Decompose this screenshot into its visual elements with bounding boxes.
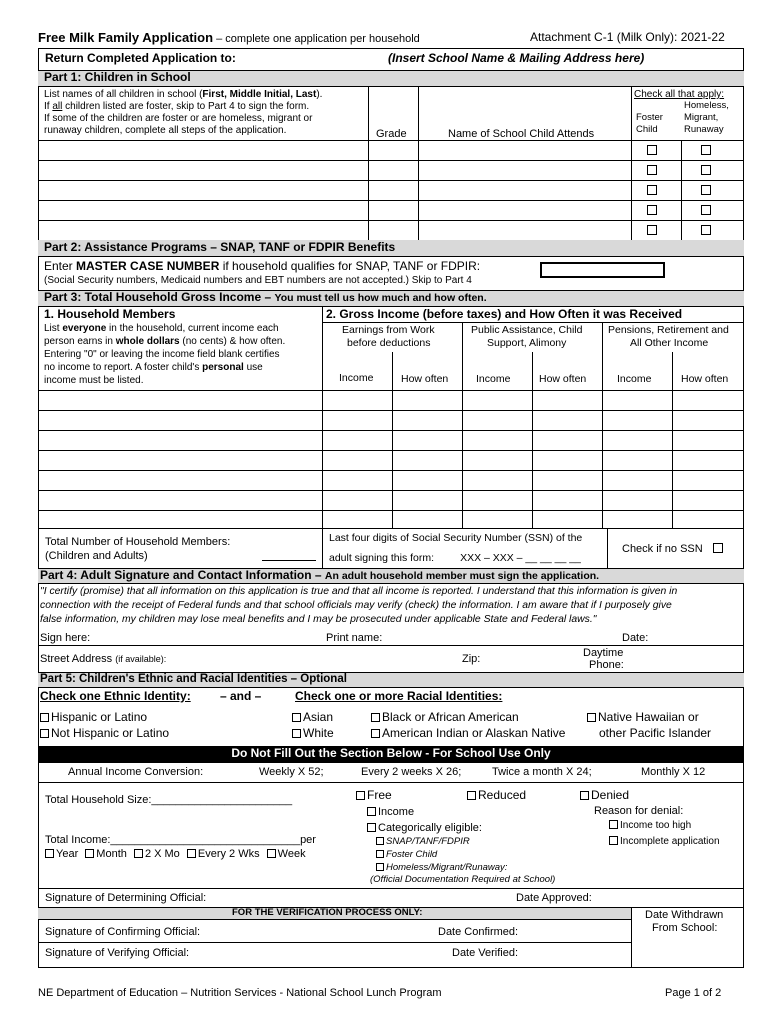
foster-checkbox-3[interactable]	[647, 185, 657, 195]
part3-title: Part 3: Total Household Gross Income – You must tell us how much and how often.	[44, 290, 487, 304]
members-instr-3: Entering "0" or leaving the income field blank certifies	[44, 349, 280, 360]
reason-denial-label: Reason for denial:	[594, 805, 684, 817]
week-checkbox[interactable]	[267, 849, 276, 858]
date-label: Date:	[622, 632, 649, 644]
foster-checkbox-2[interactable]	[647, 165, 657, 175]
free-option[interactable]: Free	[356, 789, 392, 803]
weekly-label: Weekly X 52;	[259, 766, 324, 778]
every-2-weeks-checkbox[interactable]	[187, 849, 196, 858]
phone-label: Phone:	[589, 659, 624, 671]
foster-l2: Child	[636, 124, 658, 135]
white-option[interactable]: White	[292, 727, 334, 741]
annual-conversion-label: Annual Income Conversion:	[68, 766, 204, 778]
twice-month-label: Twice a month X 24;	[492, 766, 592, 778]
year-checkbox[interactable]	[45, 849, 54, 858]
determining-official-label: Signature of Determining Official:	[45, 892, 207, 904]
homeless-option[interactable]: Homeless/Migrant/Runaway:	[376, 863, 507, 874]
frequency-options: Year Month 2 X Mo Every 2 Wks Week	[45, 848, 306, 861]
monthly-label: Monthly X 12	[641, 766, 706, 778]
footer-page: Page 1 of 2	[665, 987, 722, 999]
income-col-2: Income	[476, 373, 511, 385]
american-indian-option[interactable]: American Indian or Alaskan Native	[371, 727, 565, 741]
confirming-official-label: Signature of Confirming Official:	[45, 926, 201, 938]
part1-instr-2: If all children listed are foster, skip to Part 4 to sign the form.	[44, 101, 310, 112]
homeless-checkbox[interactable]	[376, 863, 384, 871]
income-too-high-option[interactable]: Income too high	[609, 820, 691, 832]
incomplete-checkbox[interactable]	[609, 836, 618, 845]
form-title: Free Milk Family Application – complete one application per household	[38, 30, 420, 45]
howoften-col-2: How often	[539, 373, 587, 385]
part2-note: (Social Security numbers, Medicaid numbers and EBT numbers are not accepted.) Skip to Part 4	[44, 275, 472, 286]
earnings-header-1: Earnings from Work	[342, 324, 435, 336]
certify-line-1: "I certify (promise) that all information on this application is true and that all income is reported. I understand that this information is given in	[40, 586, 678, 597]
check-all-label: Check all that apply:	[634, 89, 725, 100]
income-too-high-checkbox[interactable]	[609, 820, 618, 829]
homeless-checkbox-2[interactable]	[701, 165, 711, 175]
total-members-label-2: (Children and Adults)	[45, 550, 148, 562]
native-hawaiian-line2: other Pacific Islander	[599, 726, 712, 740]
snap-option[interactable]: SNAP/TANF/FDPIR	[376, 837, 470, 848]
date-withdrawn-label-1: Date Withdrawn	[645, 909, 724, 921]
date-verified-label: Date Verified:	[452, 947, 519, 959]
date-approved-label: Date Approved:	[516, 892, 592, 904]
foster-checkbox[interactable]	[376, 850, 384, 858]
date-withdrawn-label-2: From School:	[652, 922, 718, 934]
print-name-label: Print name:	[326, 632, 383, 644]
school-header: Name of School Child Attends	[448, 128, 595, 140]
date-confirmed-label: Date Confirmed:	[438, 926, 519, 938]
part5-title: Part 5: Children's Ethnic and Racial Identities – Optional	[40, 673, 347, 685]
homeless-checkbox-1[interactable]	[701, 145, 711, 155]
asian-checkbox[interactable]	[292, 713, 301, 722]
part1-instr-3: If some of the children are foster or are homeless, migrant or	[44, 113, 313, 124]
public-header-1: Public Assistance, Child	[471, 324, 583, 336]
household-members-title: 1. Household Members	[44, 307, 176, 321]
income-checkbox[interactable]	[367, 807, 376, 816]
homeless-l3: Runaway	[684, 124, 724, 135]
black-checkbox[interactable]	[371, 713, 380, 722]
hispanic-option[interactable]: Hispanic or Latino	[40, 711, 147, 725]
zip-label: Zip:	[462, 653, 481, 665]
foster-checkbox-5[interactable]	[647, 225, 657, 235]
not-hispanic-option[interactable]: Not Hispanic or Latino	[40, 727, 169, 741]
part1-title: Part 1: Children in School	[44, 70, 191, 84]
school-use-banner-text: Do Not Fill Out the Section Below - For School Use Only	[231, 746, 551, 760]
members-instr-1: List everyone in the household, current income each	[44, 323, 279, 334]
white-checkbox[interactable]	[292, 729, 301, 738]
total-income[interactable]: Total Income:_______________________________per	[45, 834, 316, 846]
black-option[interactable]: Black or African American	[371, 711, 519, 725]
part4-title: Part 4: Adult Signature and Contact Information – An adult household member must sign the application.	[40, 568, 600, 582]
ssn-label-1: Last four digits of Social Security Number (SSN) of the	[329, 532, 583, 544]
biweekly-label: Every 2 weeks X 26;	[361, 766, 462, 778]
foster-option[interactable]: Foster Child	[376, 850, 437, 861]
racial-label: Check one or more Racial Identities:	[295, 689, 503, 703]
part1-instr-1: List names of all children in school (First, Middle Initial, Last).	[44, 89, 323, 100]
not-hispanic-checkbox[interactable]	[40, 729, 49, 738]
ethnic-label: Check one Ethnic Identity:	[40, 689, 191, 703]
public-header-2: Support, Alimony	[487, 337, 567, 349]
foster-checkbox-4[interactable]	[647, 205, 657, 215]
hispanic-checkbox[interactable]	[40, 713, 49, 722]
homeless-l2: Migrant,	[684, 112, 719, 123]
foster-l1: Foster	[636, 112, 663, 123]
part2-title: Part 2: Assistance Programs – SNAP, TANF or FDPIR Benefits	[44, 240, 396, 254]
verification-label: FOR THE VERIFICATION PROCESS ONLY:	[232, 907, 423, 918]
return-to-label: Return Completed Application to:	[45, 51, 236, 65]
members-instr-5: income must be listed.	[44, 375, 144, 386]
and-label: – and –	[220, 689, 262, 703]
2x-month-checkbox[interactable]	[134, 849, 143, 858]
categorical-option[interactable]: Categorically eligible:	[367, 822, 482, 835]
homeless-checkbox-4[interactable]	[701, 205, 711, 215]
members-instr-2: person earns in whole dollars (no cents) & how often.	[44, 336, 286, 347]
income-option[interactable]: Income	[367, 806, 414, 819]
incomplete-option[interactable]: Incomplete application	[609, 836, 720, 848]
total-members-label-1: Total Number of Household Members:	[45, 536, 231, 548]
certify-line-2: connection with the receipt of Federal funds and that school officials may verify (check) the information. I am aware that if I purposely give	[40, 600, 672, 611]
sign-here-label: Sign here:	[40, 632, 91, 644]
categorical-checkbox[interactable]	[367, 823, 376, 832]
homeless-l1: Homeless,	[684, 100, 729, 111]
street-label: Street Address (if available):	[40, 653, 167, 665]
asian-option[interactable]: Asian	[292, 711, 333, 725]
insert-school-label: (Insert School Name & Mailing Address here)	[388, 51, 645, 65]
no-ssn-checkbox[interactable]	[713, 543, 723, 553]
official-doc-note: (Official Documentation Required at School)	[370, 874, 556, 885]
total-members-field[interactable]	[262, 560, 316, 561]
no-ssn-label: Check if no SSN	[622, 543, 703, 555]
ssn-label-2: adult signing this form: XXX – XXX – __ __ __ __	[329, 552, 581, 564]
verifying-official-label: Signature of Verifying Official:	[45, 947, 190, 959]
howoften-col-3: How often	[681, 373, 729, 385]
native-hawaiian-checkbox[interactable]	[587, 713, 596, 722]
pensions-header-1: Pensions, Retirement and	[608, 324, 729, 336]
part1-instr-4: runaway children, complete all steps of the application.	[44, 125, 287, 136]
foster-checkbox-1[interactable]	[647, 145, 657, 155]
daytime-label: Daytime	[583, 647, 624, 659]
howoften-col-1: How often	[401, 373, 449, 385]
income-col-3: Income	[617, 373, 652, 385]
master-case-number-field[interactable]	[540, 262, 665, 278]
earnings-header-2: before deductions	[347, 337, 431, 349]
gross-income-title: 2. Gross Income (before taxes) and How Often it was Received	[326, 307, 683, 321]
certify-line-3: false information, my children may lose meal benefits and I may be prosecuted under applicable State and Federal laws."	[40, 614, 597, 625]
american-indian-checkbox[interactable]	[371, 729, 380, 738]
denied-checkbox[interactable]	[580, 791, 589, 800]
free-checkbox[interactable]	[356, 791, 365, 800]
income-col-1: Income	[339, 372, 374, 384]
month-checkbox[interactable]	[85, 849, 94, 858]
footer-left: NE Department of Education – Nutrition Services - National School Lunch Program	[38, 987, 442, 999]
snap-checkbox[interactable]	[376, 837, 384, 845]
members-instr-4: no income to report. A foster child's personal use	[44, 362, 263, 373]
part2-enter: Enter MASTER CASE NUMBER if household qualifies for SNAP, TANF or FDPIR:	[44, 259, 481, 273]
homeless-checkbox-3[interactable]	[701, 185, 711, 195]
native-hawaiian-option[interactable]: Native Hawaiian or	[587, 711, 699, 725]
reduced-option[interactable]: Reduced	[467, 789, 526, 803]
total-household-size[interactable]: Total Household Size:_______________________	[45, 794, 293, 806]
reduced-checkbox[interactable]	[467, 791, 476, 800]
grade-header: Grade	[376, 128, 407, 140]
pensions-header-2: All Other Income	[630, 337, 709, 349]
homeless-checkbox-5[interactable]	[701, 225, 711, 235]
denied-option[interactable]: Denied	[580, 789, 629, 803]
attachment-label: Attachment C-1 (Milk Only): 2021-22	[530, 30, 725, 44]
